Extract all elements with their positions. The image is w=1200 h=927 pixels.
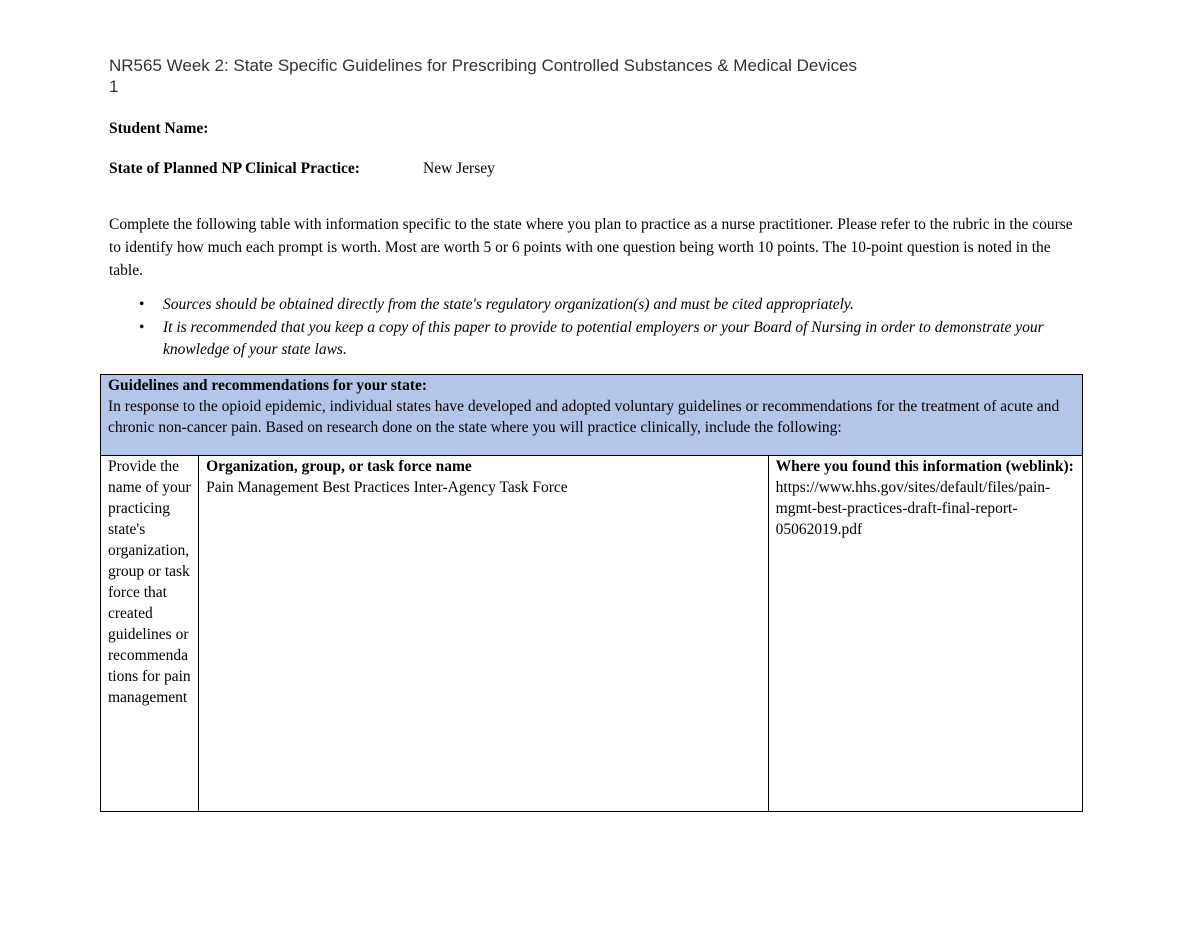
source-cell[interactable]: [768, 456, 1082, 812]
prompt-cell: Provide the name of your practicing state's organization, group or task force that created guidelines or recommendations for pain management: [101, 456, 199, 812]
bullet-text: It is recommended that you keep a copy of this paper to provide to potential employers or your Board of Nursing in order to demonstrate your knowledge of your state laws.: [163, 318, 1044, 358]
document-header: [109, 55, 857, 97]
bullet-text: Sources should be obtained directly from the state's regulatory organization(s) and must be cited appropriately.: [163, 296, 854, 313]
student-name-label: Student Name:: [109, 120, 209, 137]
source-header: Where you found this information (weblink):: [775, 458, 1074, 475]
bullet-icon: •: [139, 296, 145, 313]
state-value: New Jersey: [423, 160, 495, 177]
page-number: 1: [109, 77, 119, 96]
table-row: [101, 456, 1083, 812]
instructions-paragraph: Complete the following table with information specific to the state where you plan to practice as a nurse practitioner. Please refer to the rubric in the course to identify how much each prompt is worth. Most are worth 5 or 6 points with one question being worth 10 points. The 10-point question is noted in the table.: [109, 216, 1073, 279]
list-item: [109, 294, 1089, 317]
document-title: NR565 Week 2: State Specific Guidelines for Prescribing Controlled Substances & Medical Devices: [109, 56, 858, 75]
banner-title: Guidelines and recommendations for your state:: [108, 377, 428, 394]
organization-value: Pain Management Best Practices Inter-Agency Task Force: [206, 479, 568, 496]
banner-text: In response to the opioid epidemic, individual states have developed and adopted voluntary guidelines or recommendations for the treatment of acute and chronic non-cancer pain. Based on research done on the state where you will practice clinically, include the following:: [108, 398, 1060, 436]
organization-header: Organization, group, or task force name: [206, 458, 472, 475]
table-row: [101, 375, 1083, 456]
organization-cell[interactable]: [199, 456, 769, 812]
guidelines-table: [100, 374, 1083, 812]
source-link[interactable]: https://www.hhs.gov/sites/default/files/pain-mgmt-best-practices-draft-final-report-05062019.pdf: [775, 479, 1051, 538]
state-label: State of Planned NP Clinical Practice:: [109, 160, 360, 177]
bullet-icon: •: [139, 318, 145, 336]
list-item: [109, 317, 1089, 362]
bullet-list: [109, 294, 1089, 362]
table-banner: [101, 375, 1083, 456]
